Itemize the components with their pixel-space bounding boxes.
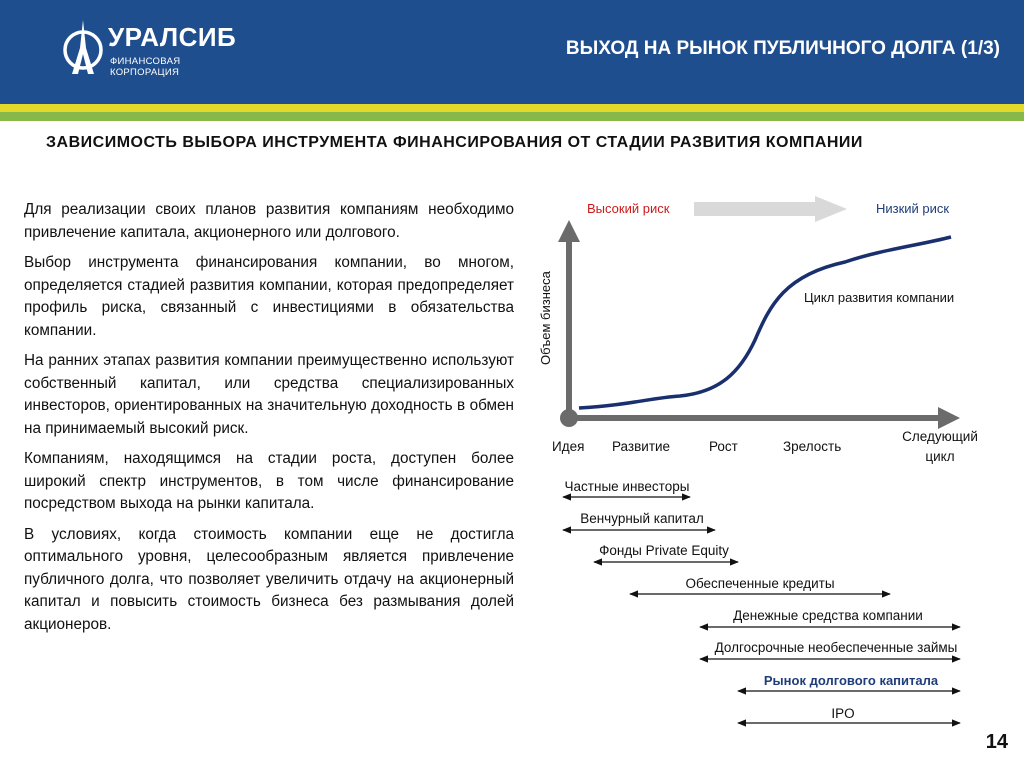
development-curve [579, 237, 951, 408]
y-axis-arrowhead [558, 220, 580, 242]
tower-emblem-icon [62, 18, 104, 76]
logo-name: УРАЛСИБ [108, 22, 237, 52]
low-risk-label: Низкий риск [876, 201, 950, 216]
paragraph: Для реализации своих планов развития компаниям необходимо привлечение капитала, акционерного или долгового. [24, 201, 514, 241]
curve-label: Цикл развития компании [804, 290, 955, 305]
risk-direction-arrow [694, 196, 847, 222]
instrument-label: Частные инвесторы [564, 479, 690, 494]
body-text [24, 199, 514, 644]
yellow-stripe [0, 104, 1024, 112]
instrument-label: Денежные средства компании [733, 608, 923, 623]
x-axis-arrowhead [938, 407, 960, 429]
section-subtitle: ЗАВИСИМОСТЬ ВЫБОРА ИНСТРУМЕНТА ФИНАНСИРОВАНИЯ ОТ СТАДИИ РАЗВИТИЯ КОМПАНИИ [46, 134, 863, 151]
instrument-label: IPO [831, 706, 855, 721]
instrument-label-highlighted: Рынок долгового капитала [763, 673, 939, 688]
stage-label: Идея [552, 439, 585, 454]
instrument-label: Долгосрочные необеспеченные займы [714, 640, 958, 655]
high-risk-label: Высокий риск [587, 201, 670, 216]
slide-title: ВЫХОД НА РЫНОК ПУБЛИЧНОГО ДОЛГА (1/3) [565, 38, 1000, 59]
y-axis-label: Объем бизнеса [538, 271, 553, 365]
instrument-label: Фонды Private Equity [599, 543, 729, 558]
instrument-label: Обеспеченные кредиты [685, 576, 835, 591]
next-cycle-label: цикл [925, 449, 955, 464]
paragraph: Компаниям, находящимся на стадии роста, доступен более широкий спектр инструментов, в том числе финансирование посредством выхода на рынки капитала. [24, 450, 514, 512]
page-number: 14 [985, 731, 1008, 753]
paragraph: В условиях, когда стоимость компании еще не достигла оптимального уровня, целесообразным является привлечение публичного долга, что позволяет увеличить отдачу на акционерный капитал и повысить стоимость бизнеса без размывания долей акционеров. [24, 525, 514, 633]
green-stripe [0, 112, 1024, 121]
stage-label: Развитие [612, 439, 671, 454]
header-bar [0, 0, 1024, 104]
logo-subtitle: ФИНАНСОВАЯ КОРПОРАЦИЯ [110, 56, 181, 78]
stage-label: Зрелость [783, 439, 842, 454]
paragraph: Выбор инструмента финансирования компании, во многом, определяется стадией развития компании, которая предопределяет профиль риска, связанный с инвестициями в обязательства компании. [24, 254, 514, 339]
next-cycle-label: Следующий [902, 429, 978, 444]
instrument-label: Венчурный капитал [580, 511, 704, 526]
stage-label: Рост [709, 439, 738, 454]
paragraph: На ранних этапах развития компании преимущественно используют собственный капитал, или средства специализированных инвесторов, ориентированных на значительную доходность в обмен на принимаемый высокий риск. [24, 352, 514, 437]
origin-point [560, 409, 578, 427]
uralsib-logo [62, 18, 252, 82]
